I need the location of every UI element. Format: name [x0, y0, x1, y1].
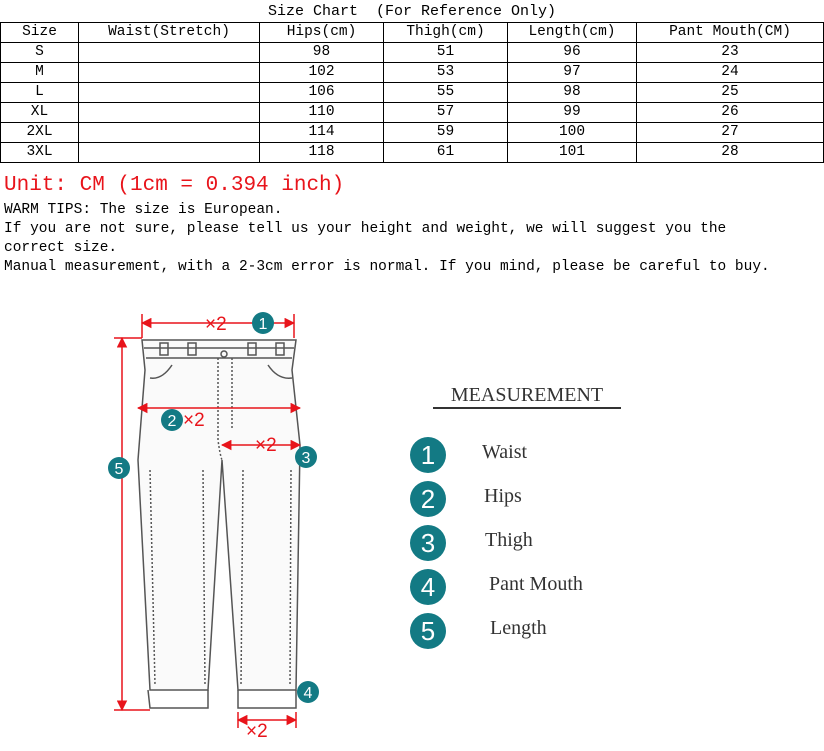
pants-measurement-diagram [0, 290, 824, 751]
table-row [1, 43, 824, 63]
table-row [1, 143, 824, 163]
cell-length: 96 [508, 43, 637, 63]
cell-waist [79, 43, 260, 63]
tip-line: Manual measurement, with a 2-3cm error is normal. If you mind, please be careful to buy. [4, 259, 770, 275]
header-thigh: Thigh(cm) [384, 23, 508, 43]
badge-pant-mouth-number: 4 [303, 685, 313, 702]
measurement-legend-title: MEASUREMENT [433, 383, 621, 409]
legend-badge: 2 [410, 481, 446, 517]
cell-hips: 118 [260, 143, 384, 163]
cell-waist [79, 63, 260, 83]
cell-waist [79, 103, 260, 123]
table-row [1, 123, 824, 143]
tip-line: correct size. [4, 240, 118, 256]
header-waist: Waist(Stretch) [79, 23, 260, 43]
cell-length: 97 [508, 63, 637, 83]
cell-size: 2XL [1, 123, 79, 143]
size-chart-title: Size Chart (For Reference Only) [267, 3, 557, 20]
cell-length: 101 [508, 143, 637, 163]
cell-size: M [1, 63, 79, 83]
badge-thigh-number: 3 [301, 450, 311, 467]
thigh-multiplier: ×2 [255, 435, 277, 456]
warm-tips-line: WARM TIPS: The size is European. [4, 202, 283, 218]
header-pant-mouth: Pant Mouth(CM) [637, 23, 824, 43]
waist-multiplier: ×2 [205, 314, 227, 335]
badge-length-number: 5 [114, 461, 124, 478]
header-hips: Hips(cm) [260, 23, 384, 43]
cell-hips: 114 [260, 123, 384, 143]
cell-hips: 102 [260, 63, 384, 83]
size-table [0, 22, 824, 163]
cell-pant-mouth: 24 [637, 63, 824, 83]
badge-hips-number: 2 [167, 413, 177, 430]
legend-label: Hips [484, 485, 522, 507]
cell-thigh: 57 [384, 103, 508, 123]
legend-badge: 5 [410, 613, 446, 649]
unit-note: Unit: CM (1cm = 0.394 inch) [4, 174, 345, 197]
legend-label: Pant Mouth [489, 573, 583, 595]
header-size: Size [1, 23, 79, 43]
legend-badge: 3 [410, 525, 446, 561]
legend-badge: 1 [410, 437, 446, 473]
cell-pant-mouth: 28 [637, 143, 824, 163]
cell-hips: 98 [260, 43, 384, 63]
legend-label: Length [490, 617, 547, 639]
cell-pant-mouth: 23 [637, 43, 824, 63]
cell-length: 99 [508, 103, 637, 123]
cell-thigh: 61 [384, 143, 508, 163]
legend-badge: 4 [410, 569, 446, 605]
badge-waist-number: 1 [258, 316, 268, 333]
cell-size: 3XL [1, 143, 79, 163]
cell-length: 98 [508, 83, 637, 103]
table-row [1, 83, 824, 103]
header-length: Length(cm) [508, 23, 637, 43]
cell-waist [79, 123, 260, 143]
cell-hips: 106 [260, 83, 384, 103]
hips-multiplier: ×2 [183, 410, 205, 431]
table-row [1, 103, 824, 123]
pants-illustration [138, 340, 300, 708]
cell-length: 100 [508, 123, 637, 143]
cell-thigh: 51 [384, 43, 508, 63]
cell-pant-mouth: 27 [637, 123, 824, 143]
pant-mouth-multiplier: ×2 [246, 721, 268, 742]
legend-label: Waist [482, 441, 528, 463]
tip-line: If you are not sure, please tell us your height and weight, we will suggest you the [4, 221, 727, 237]
table-header-row [1, 23, 824, 43]
cell-hips: 110 [260, 103, 384, 123]
cell-size: XL [1, 103, 79, 123]
cell-thigh: 59 [384, 123, 508, 143]
table-row [1, 63, 824, 83]
cell-waist [79, 83, 260, 103]
cell-pant-mouth: 26 [637, 103, 824, 123]
cell-size: S [1, 43, 79, 63]
cell-pant-mouth: 25 [637, 83, 824, 103]
cell-thigh: 53 [384, 63, 508, 83]
cell-size: L [1, 83, 79, 103]
cell-waist [79, 143, 260, 163]
legend-label: Thigh [485, 529, 533, 551]
cell-thigh: 55 [384, 83, 508, 103]
